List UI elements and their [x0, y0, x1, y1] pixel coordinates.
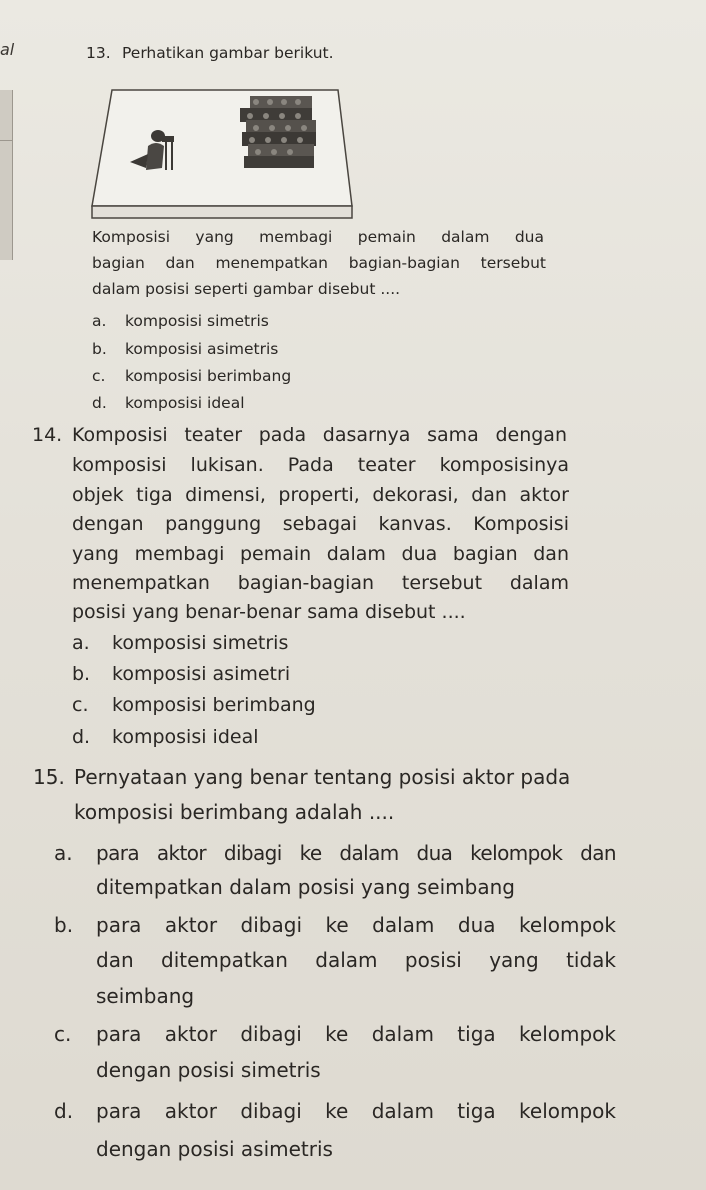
- q14-stem-line-4: dengan panggung sebagai kanvas. Komposisi: [72, 513, 569, 535]
- q13-option-b-text: komposisi asimetris: [125, 340, 279, 358]
- q14-option-b-text: komposisi asimetri: [112, 663, 291, 685]
- q15-stem-line-1: Pernyataan yang benar tentang posisi aktor pada: [74, 765, 571, 789]
- q15-option-b-line-2: dan ditempatkan dalam posisi yang tidak: [96, 948, 616, 972]
- q15-option-c-letter: c.: [54, 1022, 72, 1046]
- q15-option-d-letter: d.: [54, 1099, 74, 1123]
- q15-number: 15.: [33, 765, 65, 789]
- q15-option-b-letter: b.: [54, 913, 74, 937]
- q13-prompt: Perhatikan gambar berikut.: [122, 44, 334, 62]
- q14-option-a-text: komposisi simetris: [112, 632, 289, 654]
- q13-option-a-text: komposisi simetris: [125, 312, 269, 330]
- q13-stem-line-1: Komposisi yang membagi pemain dalam dua: [92, 228, 544, 246]
- q14-stem-line-2: komposisi lukisan. Pada teater komposisinya: [72, 454, 569, 476]
- margin-fragment-text: al: [0, 40, 15, 59]
- q14-stem-line-3: objek tiga dimensi, properti, dekorasi, dan aktor: [72, 484, 569, 506]
- q13-option-d-text: komposisi ideal: [125, 394, 245, 412]
- q14-stem-line-6: menempatkan bagian-bagian tersebut dalam: [72, 572, 569, 594]
- q14-option-d-letter: d.: [72, 726, 91, 748]
- q14-stem-line-5: yang membagi pemain dalam dua bagian dan: [72, 543, 569, 565]
- q14-option-b-letter: b.: [72, 663, 91, 685]
- q15-stem-line-2: komposisi berimbang adalah ....: [74, 800, 395, 824]
- q15-option-a-letter: a.: [54, 841, 73, 865]
- q13-option-c-text: komposisi berimbang: [125, 367, 292, 385]
- q15-option-d-line-1: para aktor dibagi ke dalam tiga kelompok: [96, 1099, 616, 1123]
- q15-option-b-line-1: para aktor dibagi ke dalam dua kelompok: [96, 913, 616, 937]
- q14-option-d-text: komposisi ideal: [112, 726, 259, 748]
- q13-option-a-letter: a.: [92, 312, 107, 330]
- q14-option-c-text: komposisi berimbang: [112, 694, 316, 716]
- previous-page-divider: [0, 140, 12, 141]
- q13-option-d-letter: d.: [92, 394, 107, 412]
- q15-option-c-line-2: dengan posisi simetris: [96, 1058, 321, 1082]
- q14-option-c-letter: c.: [72, 694, 89, 716]
- q15-option-a-line-2: ditempatkan dalam posisi yang seimbang: [96, 875, 515, 899]
- q15-option-a-line-1: para aktor dibagi ke dalam dua kelompok dan: [96, 841, 616, 865]
- group-actors-figure: [240, 96, 316, 168]
- q13-stem-line-3: dalam posisi seperti gambar disebut ....: [92, 280, 401, 298]
- previous-page-edge: [0, 90, 13, 260]
- q15-option-d-line-2: dengan posisi asimetris: [96, 1137, 333, 1161]
- q13-stem-line-2: bagian dan menempatkan bagian-bagian tersebut: [92, 254, 546, 272]
- q15-option-b-line-3: seimbang: [96, 984, 195, 1008]
- q14-option-a-letter: a.: [72, 632, 90, 654]
- q14-number: 14.: [32, 424, 63, 446]
- q13-option-b-letter: b.: [92, 340, 107, 358]
- q15-option-c-line-1: para aktor dibagi ke dalam tiga kelompok: [96, 1022, 616, 1046]
- stage-composition-illustration: [90, 88, 355, 223]
- q14-stem-line-1: Komposisi teater pada dasarnya sama dengan: [72, 424, 567, 446]
- q14-stem-line-7: posisi yang benar-benar sama disebut ....: [72, 601, 466, 623]
- q13-number: 13.: [86, 44, 111, 62]
- q13-option-c-letter: c.: [92, 367, 106, 385]
